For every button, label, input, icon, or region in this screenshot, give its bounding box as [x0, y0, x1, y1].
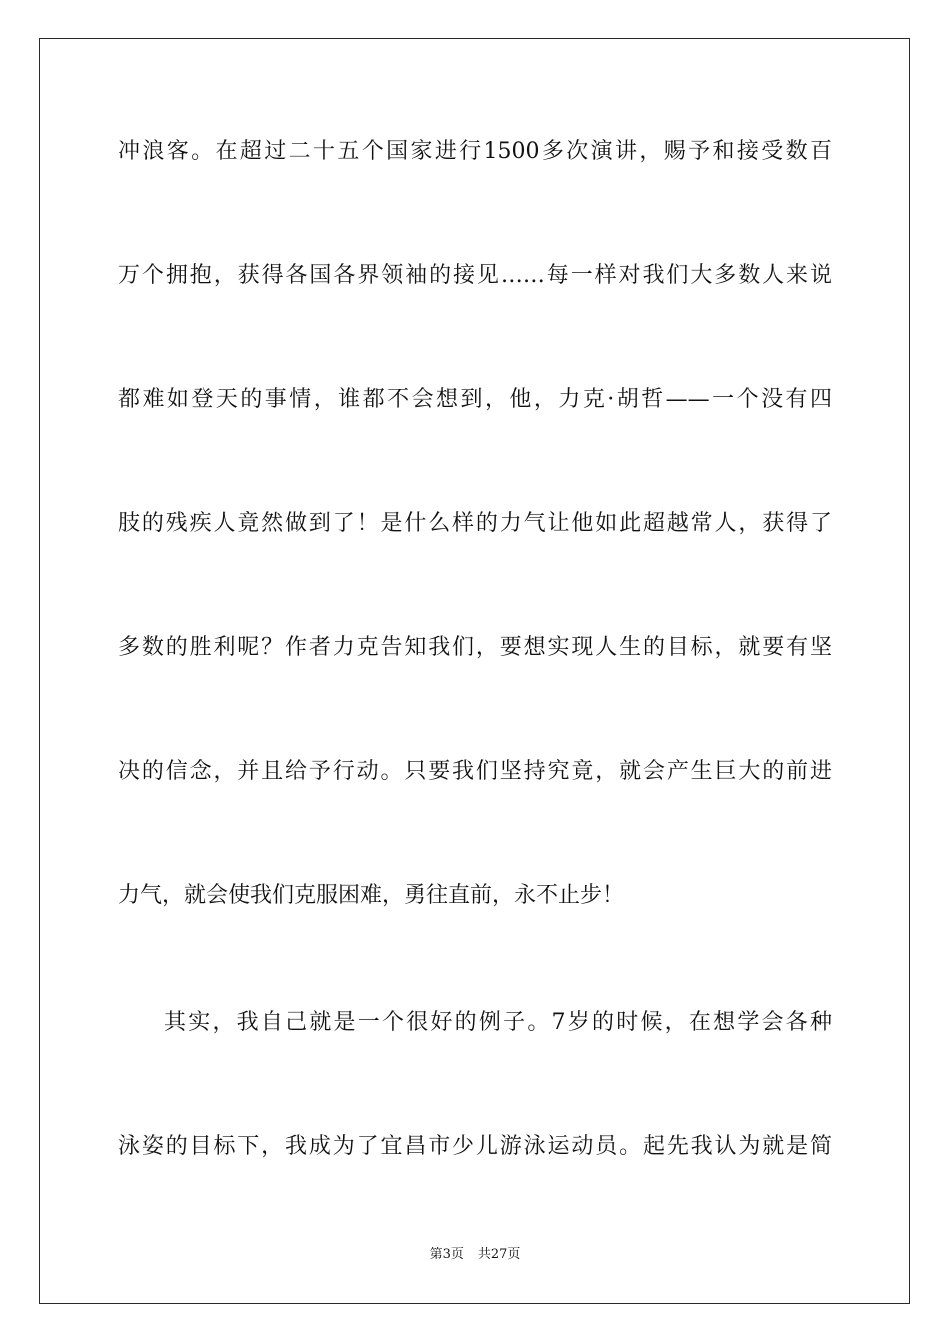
body-line-6: 决的信念，并且给予行动。只要我们坚持究竟，就会产生巨大的前进: [118, 759, 832, 784]
body-line-1: 冲浪客。在超过二十五个国家进行1500多次演讲，赐予和接受数百: [118, 139, 832, 164]
body-line-2: 万个拥抱，获得各国各界领袖的接见……每一样对我们大多数人来说: [118, 263, 832, 288]
body-line-3: 都难如登天的事情，谁都不会想到，他，力克·胡哲——一个没有四: [118, 387, 832, 412]
page-border: [39, 38, 910, 1304]
page-number: 第3页: [429, 1247, 464, 1262]
body-line-8: 其实，我自己就是一个很好的例子。7岁的时候，在想学会各种: [164, 1010, 832, 1035]
body-line-7: 力气，就会使我们克服困难，勇往直前，永不止步！: [118, 883, 625, 908]
body-line-5: 多数的胜利呢？作者力克告知我们，要想实现人生的目标，就要有坚: [118, 635, 832, 660]
body-line-9: 泳姿的目标下，我成为了宜昌市少儿游泳运动员。起先我认为就是简: [118, 1134, 832, 1159]
page-footer: [0, 1246, 950, 1264]
body-line-4: 肢的残疾人竟然做到了！是什么样的力气让他如此超越常人，获得了: [118, 511, 832, 536]
total-pages: 共27页: [477, 1247, 521, 1262]
